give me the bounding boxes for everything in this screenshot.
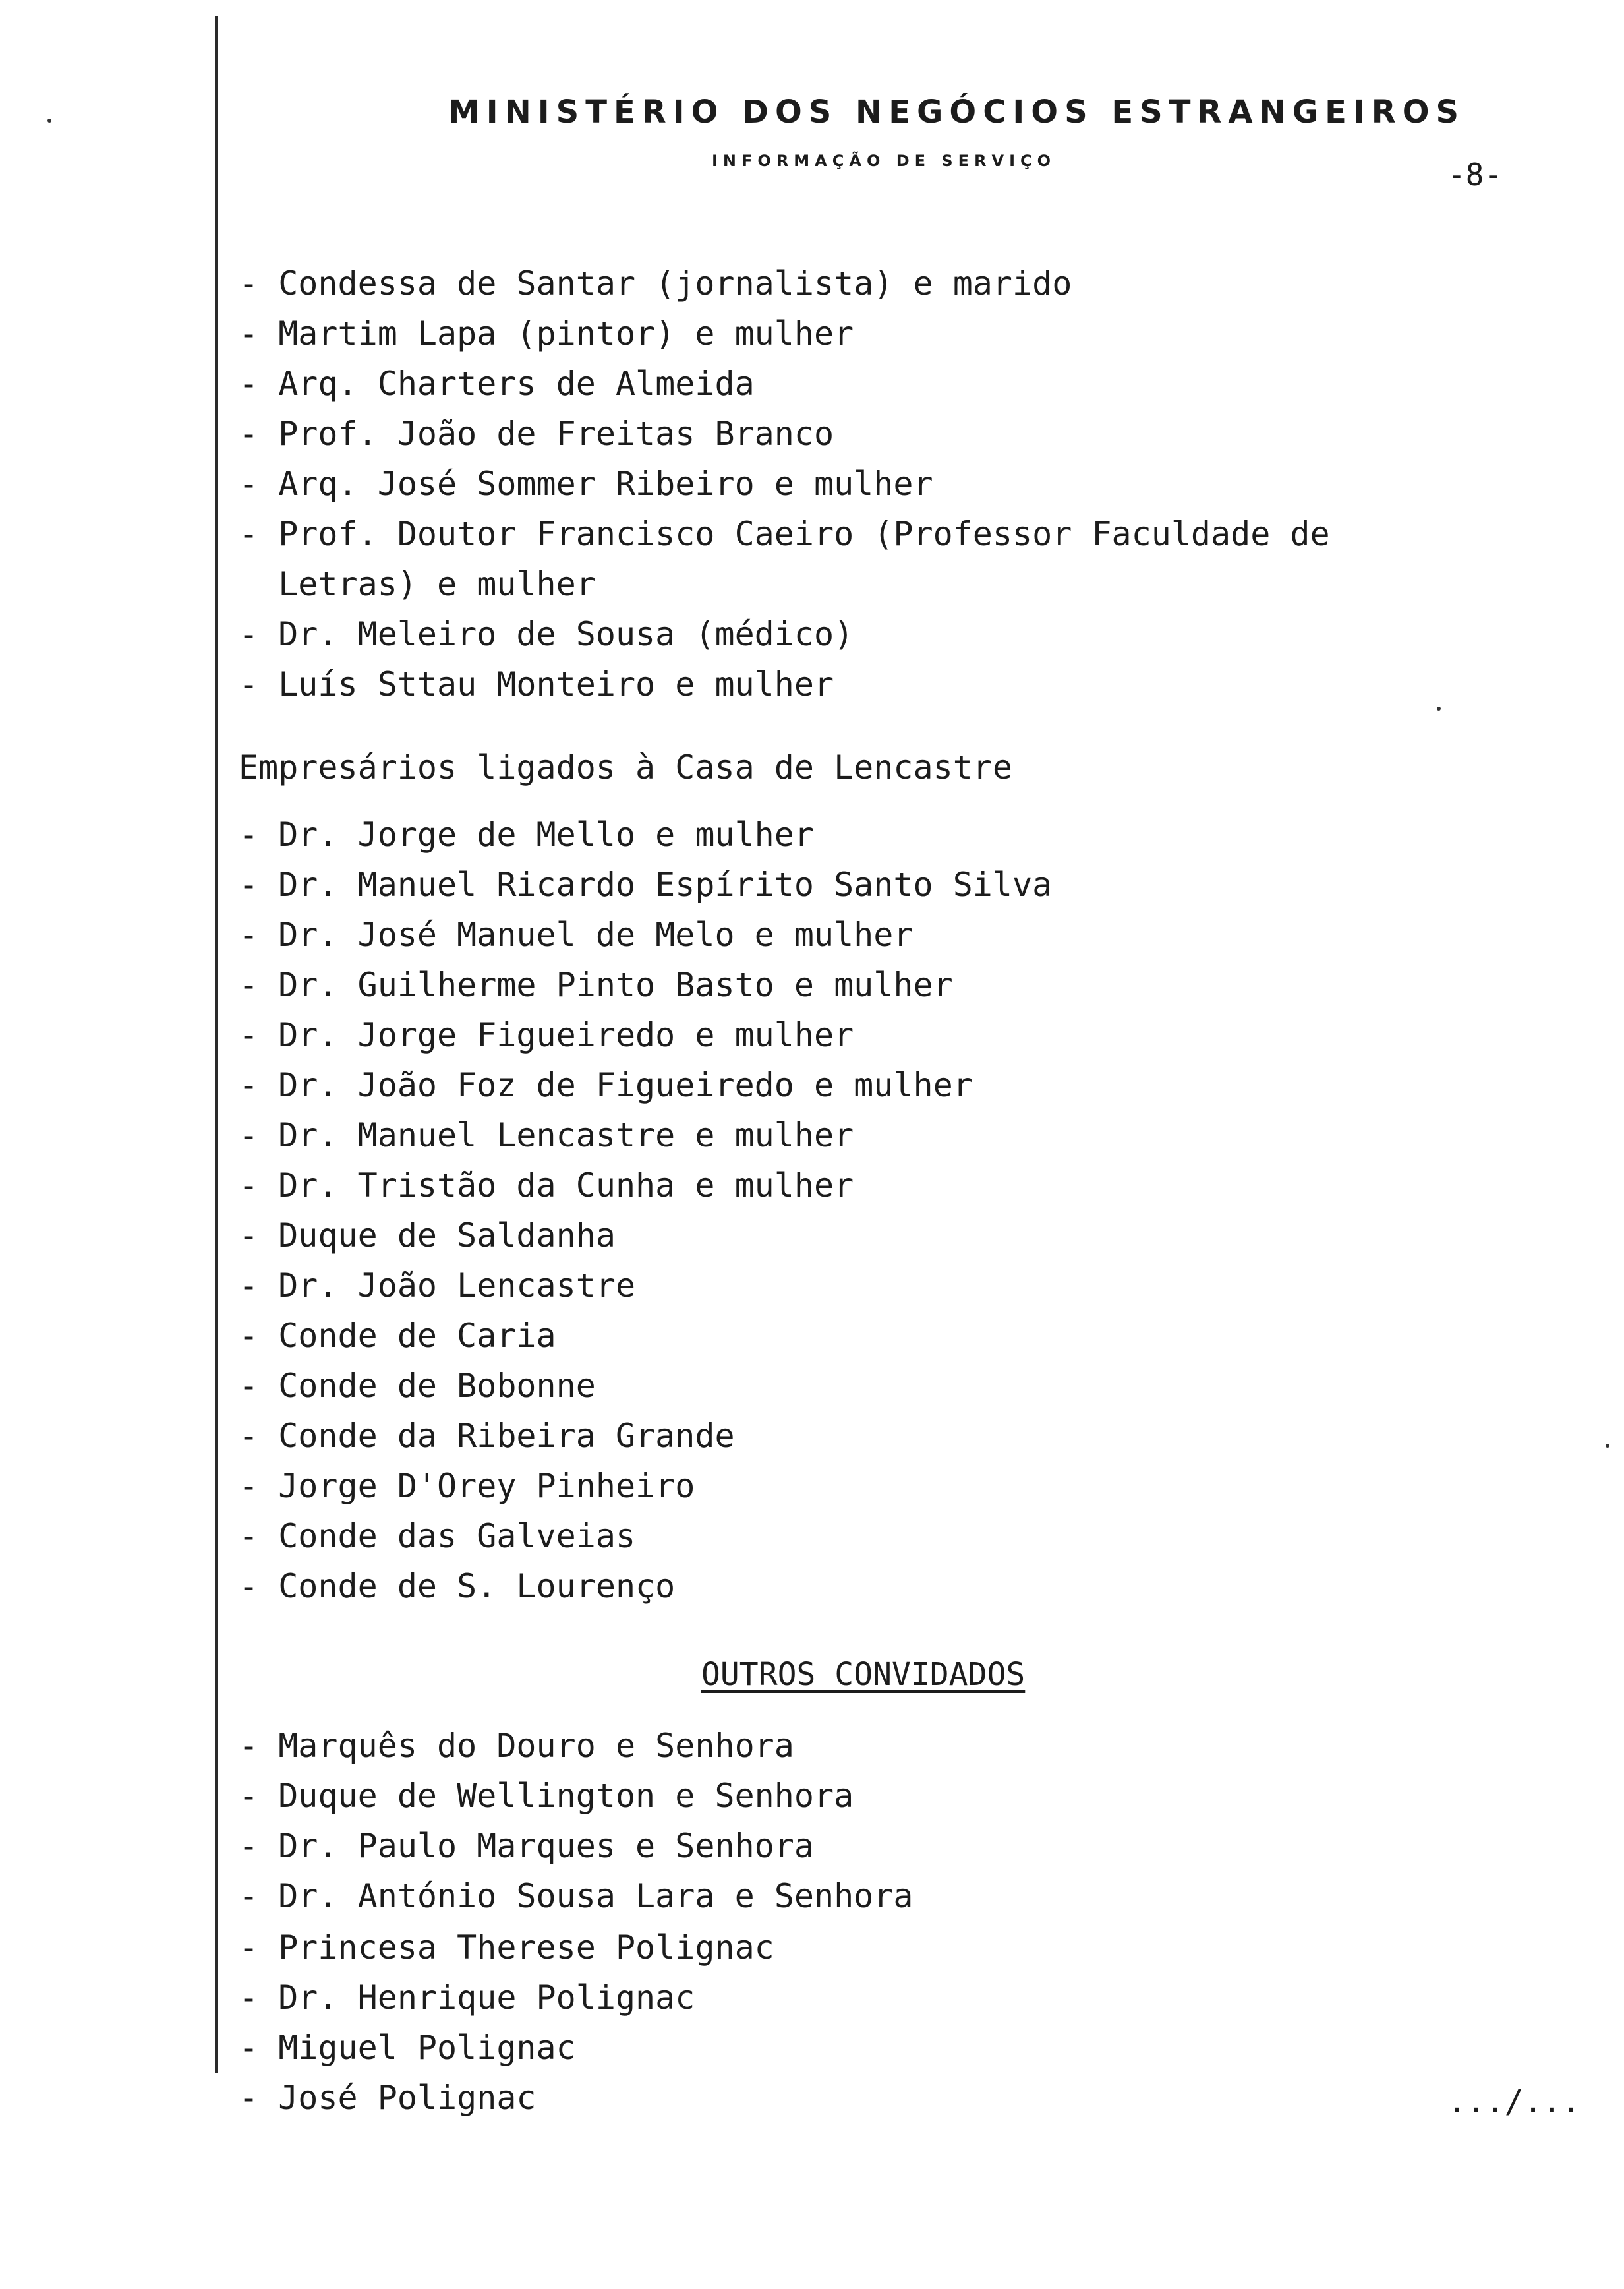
scan-speck — [1606, 1444, 1610, 1448]
list-item: - Arq. Charters de Almeida — [239, 365, 755, 403]
list-item: - Dr. João Foz de Figueiredo e mulher — [239, 1066, 973, 1104]
continuation-marker: .../... — [1447, 2083, 1581, 2120]
scan-speck — [47, 119, 51, 123]
list-item: - Dr. Henrique Polignac — [239, 1978, 695, 2017]
list-item: - Princesa Therese Polignac — [239, 1928, 774, 1967]
section-heading-outros-convidados: OUTROS CONVIDADOS — [701, 1656, 1026, 1693]
list-item: - Duque de Saldanha — [239, 1216, 616, 1255]
list-item: - Dr. Tristão da Cunha e mulher — [239, 1166, 854, 1204]
list-item: - Dr. António Sousa Lara e Senhora — [239, 1877, 914, 1915]
ministry-title: MINISTÉRIO DOS NEGÓCIOS ESTRANGEIROS — [448, 94, 1466, 131]
list-item: - Dr. Jorge de Mello e mulher — [239, 816, 814, 854]
list-item: - Conde de Bobonne — [239, 1367, 596, 1405]
list-item: - Condessa de Santar (jornalista) e marido — [239, 264, 1072, 303]
list-item: - Dr. Meleiro de Sousa (médico) — [239, 615, 854, 653]
list-item-continuation: Letras) e mulher — [239, 565, 596, 603]
scan-speck — [1437, 707, 1441, 711]
list-item: - Miguel Polignac — [239, 2029, 576, 2067]
list-item: - Dr. Paulo Marques e Senhora — [239, 1827, 814, 1865]
list-item: - Dr. José Manuel de Melo e mulher — [239, 916, 914, 954]
list-item: - Prof. João de Freitas Branco — [239, 415, 834, 453]
list-item: - Arq. José Sommer Ribeiro e mulher — [239, 465, 933, 503]
list-item: - Dr. Jorge Figueiredo e mulher — [239, 1016, 854, 1054]
list-item: - Dr. Manuel Ricardo Espírito Santo Silva — [239, 866, 1053, 904]
list-item: - José Polignac — [239, 2079, 536, 2117]
left-margin-rule — [215, 16, 218, 2073]
list-item: - Duque de Wellington e Senhora — [239, 1777, 854, 1815]
list-item: - Luís Sttau Monteiro e mulher — [239, 665, 834, 703]
section-heading-empresarios: Empresários ligados à Casa de Lencastre — [239, 748, 1012, 787]
page-number: -8- — [1447, 157, 1503, 193]
list-item: - Dr. Guilherme Pinto Basto e mulher — [239, 966, 953, 1004]
service-subtitle: INFORMAÇÃO DE SERVIÇO — [712, 152, 1057, 170]
list-item: - Conde de S. Lourenço — [239, 1567, 676, 1605]
list-item: - Dr. Manuel Lencastre e mulher — [239, 1116, 854, 1154]
list-item: - Jorge D'Orey Pinheiro — [239, 1467, 695, 1505]
list-item: - Martim Lapa (pintor) e mulher — [239, 314, 854, 353]
list-item: - Prof. Doutor Francisco Caeiro (Professor Faculdade de — [239, 515, 1330, 553]
list-item: - Conde de Caria — [239, 1317, 556, 1355]
list-item: - Dr. João Lencastre — [239, 1266, 636, 1305]
list-item: - Conde da Ribeira Grande — [239, 1417, 735, 1455]
list-item: - Conde das Galveias — [239, 1517, 636, 1555]
list-item: - Marquês do Douro e Senhora — [239, 1727, 794, 1765]
